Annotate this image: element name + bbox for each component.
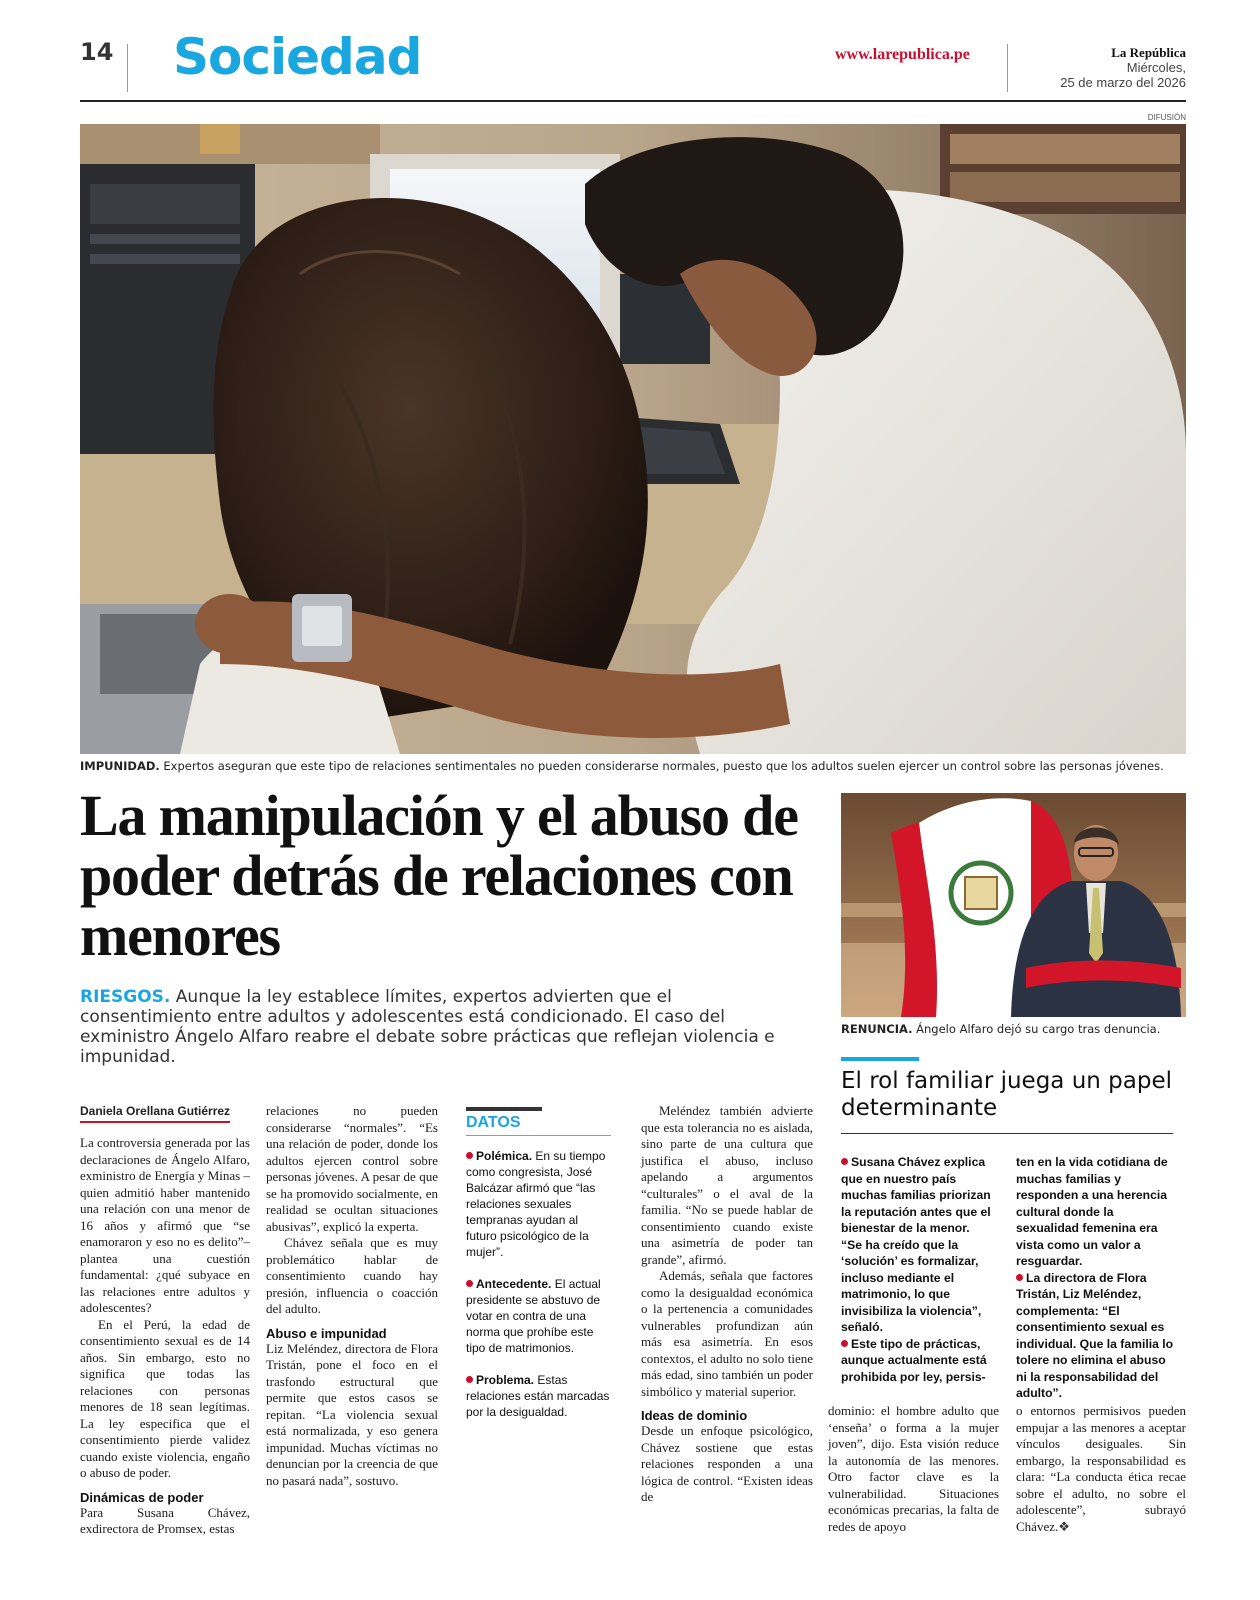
caption-label: RENUNCIA. [841, 1022, 913, 1036]
datos-item-text: Estas relaciones están marcadas por la desigualdad. [466, 1373, 610, 1419]
website-link[interactable]: www.larepublica.pe [835, 46, 970, 63]
sidebar-paragraph: Susana Chávez explica que en nuestro país muchas familias priorizan la reputación antes que el bienestar de la menor. “Se ha creído que la ‘solución’ es formalizar, incluso mediante el matrimonio, lo que invisibiliza la violencia”, señaló. [841, 1155, 991, 1334]
caption-text: Expertos aseguran que este tipo de relaciones sentimentales no pueden considerarse normales, puesto que los adultos suelen ejercer un control sobre las personas jóvenes. [159, 759, 1164, 773]
subheading: Ideas de dominio [641, 1408, 748, 1423]
bullet-icon [466, 1280, 473, 1287]
sidebar-column-left [841, 1154, 993, 1385]
paragraph: La controversia generada por las declaraciones de Ángelo Alfaro, exministro de Energía y Minas –quien admitió haber mantenido una relación con una menor de 16 años y afirmó que “se enamoraron y eso no es delito”– plantea una cuestión fundamental: ¿qué subyace en las relaciones entre adultos y adolescentes? [80, 1135, 250, 1315]
bullet-icon [841, 1158, 848, 1165]
datos-box [466, 1107, 611, 1436]
sidebar-title: El rol familiar juega un papel determinante [841, 1068, 1173, 1121]
photo-credit: DIFUSIÓN [1147, 113, 1186, 122]
caption-text: Ángelo Alfaro dejó su cargo tras denuncia. [912, 1022, 1161, 1036]
side-photo [841, 793, 1186, 1017]
paragraph: Desde un enfoque psicológico, Chávez sostiene que estas relaciones responden a una lógica de control. “Existen ideas de [641, 1423, 813, 1504]
bullet-icon [466, 1376, 473, 1383]
subheading: Abuso e impunidad [266, 1325, 387, 1341]
paragraph: Liz Meléndez, directora de Flora Tristán, pone el foco en el trasfondo estructural que permite que estos casos se repitan. “La violencia sexual está normalizada, y eso genera impunidad. Muchas víctimas no denuncian por la creencia de que no pasará nada”, sostuvo. [266, 1340, 438, 1488]
datos-item-label: Antecedente. [476, 1277, 552, 1291]
main-photo [80, 124, 1186, 754]
side-photo-caption [841, 1022, 1160, 1036]
main-photo-caption [80, 759, 1164, 773]
paragraph: En el Perú, la edad de consentimiento sexual es de 14 años. Sin embargo, esto no significa que todas las relaciones con personas menores de 18 sean legítimas. La ley especifica que el consentimiento pierde validez cuando existe violencia, engaño o abuso de poder. [80, 1316, 250, 1480]
datos-item-label: Problema. [476, 1373, 535, 1387]
paragraph: relaciones no pueden considerarse “normales”. “Es una relación de poder, donde los adultos ejercen control sobre personas jóvenes. A pesar de que se ha promovido socialmente, en realidad se ocultan situaciones abusivas”, explicó la experta. [266, 1103, 438, 1234]
header-divider [1007, 44, 1008, 92]
paragraph: Chávez señala que es muy problemático hablar de consentimiento cuando hay presión, influencia o coacción del adulto. [266, 1235, 438, 1316]
sidebar-paragraph: La directora de Flora Tristán, Liz Meléndez, complementa: “El consentimiento sexual es individual. Que la familia lo tolere no elimina el abuso ni la responsabilidad del adulto”. [1016, 1270, 1174, 1400]
bullet-icon [841, 1340, 848, 1347]
article-column-1 [80, 1103, 250, 1538]
paragraph: dominio: el hombre adulto que ‘enseña’ o forma a la mujer joven”, dijo. Esta visión reduce la autonomía de las menores. Otro factor clave es la vulnerabilidad. Situaciones económicas precarias, la falta de redes de apoyo [828, 1403, 999, 1534]
subheading: Dinámicas de poder [80, 1489, 204, 1505]
article-column-4 [641, 1103, 813, 1506]
caption-label: IMPUNIDAD. [80, 759, 160, 773]
paragraph: o entornos permisivos pueden empujar a las menores a aceptar vínculos desiguales. Sin embargo, la responsabilidad es clara: “La conducta ética recae sobre el adulto, no sobre el adolescente”, subrayó Chávez.❖ [1016, 1403, 1186, 1534]
datos-item [466, 1372, 611, 1420]
sidebar-paragraph: Este tipo de prácticas, aunque actualmente está prohibida por ley, persis- [841, 1336, 987, 1384]
sidebar-paragraph: ten en la vida cotidiana de muchas familias y responden a una herencia cultural donde la sexualidad femenina era vista como un valor a resguardar. [1016, 1155, 1168, 1268]
datos-item-text: El actual presidente se abstuvo de votar en contra de una norma que prohíbe este tipo de matrimonios. [466, 1277, 601, 1355]
sidebar-accent-bar [841, 1057, 919, 1061]
article-column-6 [1016, 1403, 1186, 1535]
article-column-2 [266, 1103, 438, 1489]
lead-text: Aunque la ley establece límites, expertos advierten que el consentimiento entre adultos y adolescentes está condicionado. El caso del exministro Ángelo Alfaro reabre el debate sobre prácticas que reflejan violencia e impunidad. [80, 987, 775, 1067]
page-number: 14 [80, 38, 114, 66]
paragraph: Meléndez también advierte que esta tolerancia no es aislada, sino parte de una cultura que justifica el abuso, incluso apelando a argumentos “culturales” o el aval de la familia. “No se puede hablar de consentimiento cuando existe una asimetría de poder tan grande”, afirmó. [641, 1103, 813, 1267]
datos-item-text: En su tiempo como congresista, José Balcázar afirmó que “las relaciones sexuales tempranas ayudan al futuro psicológico de la mujer”. [466, 1149, 606, 1259]
datos-title: DATOS [466, 1111, 611, 1136]
section-title: Sociedad [173, 28, 422, 86]
datos-item [466, 1276, 611, 1356]
byline: Daniela Orellana Gutiérrez [80, 1104, 230, 1123]
paragraph: Además, señala que factores como la desigualdad económica o la pertenencia a comunidades vulnerables profundizan aún más esa asimetría. En esos contextos, el adulto no solo tiene más edad, sino también un poder simbólico y material superior. [641, 1268, 813, 1399]
article-lead [80, 987, 795, 1067]
datos-item-label: Polémica. [476, 1149, 533, 1163]
issue-date: 25 de marzo del 2026 [1060, 75, 1186, 90]
end-mark-icon: ❖ [1058, 1518, 1070, 1534]
article-headline: La manipulación y el abuso de poder detrás de relaciones con menores [80, 783, 798, 968]
sidebar-column-right [1016, 1154, 1174, 1402]
newspaper-info [1060, 45, 1186, 90]
lead-label: RIESGOS. [80, 987, 171, 1007]
newspaper-name: La República [1111, 45, 1186, 60]
header-divider [127, 44, 128, 92]
sidebar-rule [841, 1133, 1173, 1134]
bullet-icon [466, 1152, 473, 1159]
issue-weekday: Miércoles, [1126, 60, 1186, 75]
paragraph: Para Susana Chávez, exdirectora de Promsex, estas [80, 1504, 250, 1536]
bullet-icon [1016, 1274, 1023, 1281]
article-column-5 [828, 1403, 999, 1535]
datos-item [466, 1148, 611, 1260]
header-rule [80, 100, 1186, 102]
